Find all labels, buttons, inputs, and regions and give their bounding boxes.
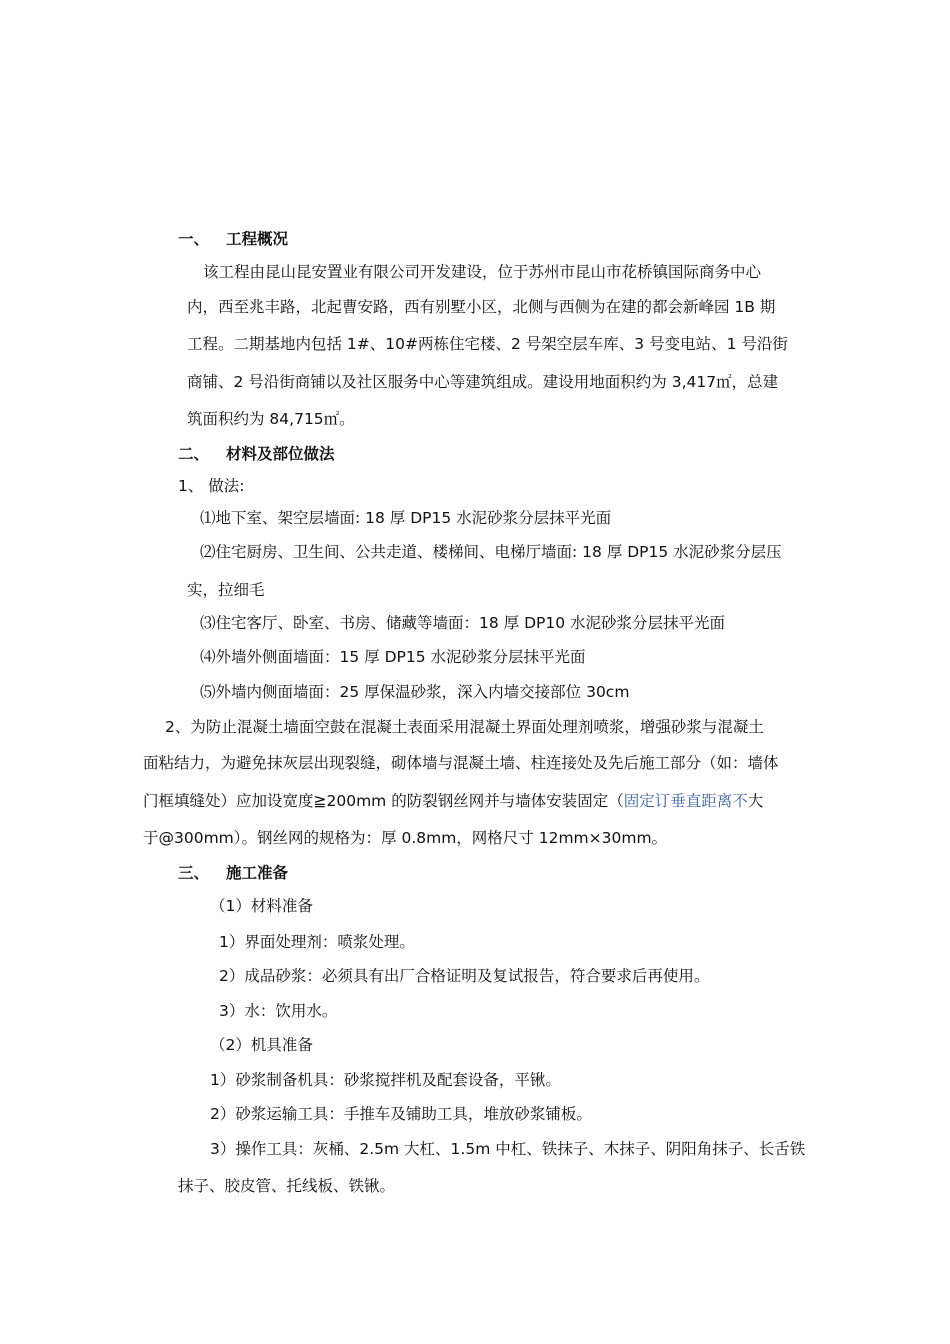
section-3-line: 2）砂浆运输工具：手推车及铺助工具，堆放砂浆铺板。	[210, 1105, 592, 1123]
paragraph-2-tail: 大	[747, 792, 764, 810]
paragraph-2-text: 门框填缝处）应加设宽度≧200mm 的防裂钢丝网并与墙体安装固定（	[143, 792, 624, 810]
section-2-title: 材料及部位做法	[226, 445, 335, 463]
section-1-title: 工程概况	[226, 230, 289, 248]
method-item: 实，拉细毛	[187, 581, 265, 599]
paragraph-2-line	[143, 791, 763, 811]
section-1-line: 筑面积约为 84,715㎡。	[187, 410, 355, 428]
section-3-title: 施工准备	[226, 864, 289, 882]
method-item: ⑶住宅客厅、卧室、书房、储藏等墙面：18 厚 DP10 水泥砂浆分层抹平光面	[200, 614, 726, 632]
section-3-line: 3）水：饮用水。	[219, 1002, 338, 1020]
section-2-number: 二、	[178, 445, 210, 463]
section-3-line: （1）材料准备	[210, 897, 313, 915]
paragraph-2-line: 于@300mm）。钢丝网的规格为：厚 0.8mm，网格尺寸 12mm×30mm。	[143, 829, 668, 847]
section-2-subheading: 1、 做法:	[178, 477, 245, 495]
section-1-line: 内，西至兆丰路，北起曹安路，西有别墅小区，北侧与西侧为在建的都会新峰园 1B 期	[187, 298, 776, 316]
section-3-line: 1）界面处理剂：喷浆处理。	[219, 933, 415, 951]
section-3-line: 抹子、胶皮管、托线板、铁锹。	[178, 1177, 396, 1195]
paragraph-2-line: 2、为防止混凝土墙面空鼓在混凝土表面采用混凝土界面处理剂喷浆，增强砂浆与混凝土	[165, 718, 764, 736]
section-3-line: 1）砂浆制备机具：砂浆搅拌机及配套设备，平锹。	[210, 1071, 561, 1089]
section-3-line: 2）成品砂浆：必须具有出厂合格证明及复试报告，符合要求后再使用。	[219, 967, 710, 985]
section-1-number: 一、	[178, 230, 210, 248]
section-3-line: （2）机具准备	[210, 1036, 313, 1054]
section-1-line: 商铺、2 号沿街商铺以及社区服务中心等建筑组成。建设用地面积约为 3,417㎡，总建	[187, 373, 779, 391]
method-item: ⑸外墙内侧面墙面：25 厚保温砂浆，深入内墙交接部位 30cm	[200, 683, 630, 701]
method-item: ⑷外墙外侧面墙面：15 厚 DP15 水泥砂浆分层抹平光面	[200, 648, 586, 666]
section-1-line: 该工程由昆山昆安置业有限公司开发建设，位于苏州市昆山市花桥镇国际商务中心	[203, 263, 762, 281]
method-item: ⑵住宅厨房、卫生间、公共走道、楼梯间、电梯厅墙面: 18 厚 DP15 水泥砂浆分层压	[200, 543, 782, 561]
paragraph-2-highlight: 固定订垂直距离不	[623, 792, 748, 810]
section-1-line: 工程。二期基地内包括 1#、10#两栋住宅楼、2 号架空层车库、3 号变电站、1 号沿街	[187, 335, 788, 353]
section-3-number: 三、	[178, 864, 210, 882]
section-3-line: 3）操作工具：灰桶、2.5m 大杠、1.5m 中杠、铁抹子、木抹子、阴阳角抹子、长舌铁	[210, 1140, 806, 1158]
paragraph-2-line: 面粘结力，为避免抹灰层出现裂缝，砌体墙与混凝土墙、柱连接处及先后施工部分（如：墙体	[143, 754, 779, 772]
method-item: ⑴地下室、架空层墙面: 18 厚 DP15 水泥砂浆分层抹平光面	[200, 509, 612, 527]
